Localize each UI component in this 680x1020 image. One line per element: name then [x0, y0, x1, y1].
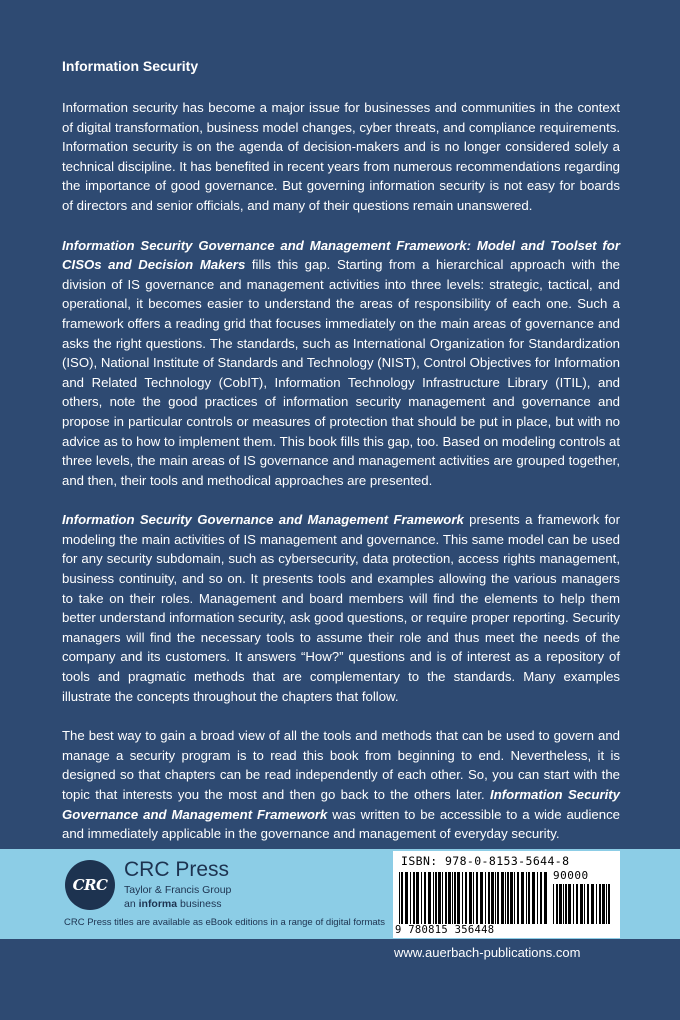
addon-barcode [553, 884, 613, 924]
barcode-bar [433, 872, 434, 924]
barcode-bar [473, 872, 474, 924]
barcode-bar [602, 884, 605, 924]
barcode-bar [476, 872, 478, 924]
addon-number: 90000 [553, 869, 589, 882]
back-cover-text [62, 56, 620, 864]
barcode-bar [599, 884, 601, 924]
barcode-bar [448, 872, 451, 924]
barcode-bar [537, 872, 538, 924]
barcode-bar [553, 884, 554, 924]
barcode-bar [608, 884, 610, 924]
book-title-emphasis: Information Security Governance and Management Framework: Model and Toolset for CISOs and Decision Makers [62, 237, 620, 273]
barcode-bar [452, 872, 453, 924]
barcode-bar [544, 872, 547, 924]
barcode-bar [591, 884, 594, 924]
book-title-emphasis: Information Security Governance and Management Framework [62, 512, 464, 528]
isbn-text: ISBN: 978-0-8153-5644-8 [401, 854, 570, 868]
barcode-bar [521, 872, 524, 924]
barcode-bar [435, 872, 437, 924]
paragraph-1-text: Information security has become a major issue for businesses and communities in the context of digital transformation, business model changes, cyber threats, and compliance requirements. Information security is on the agenda of decision-makers and is no longer considered solely a technical discipline. It has benefited in recent years from numerous recommendations regarding the importance of good governance. But governing information security is not easy for boards of directors and senior officials, and many of their questions remain unanswered. [62, 100, 620, 213]
barcode-bar [540, 872, 542, 924]
paragraph-3 [62, 510, 620, 706]
barcode-bar [454, 872, 456, 924]
paragraph-4-text-a: The best way to gain a broad view of all the tools and methods that can be used to govern and manage a security program is to read this book from beginning to end. Nevertheless, it is designed so that chapters can be read independently of each other. So, you can start with the topic that interests you the most and then go back to the others later. [62, 728, 620, 802]
barcode-bar [410, 872, 411, 924]
barcode-bar [442, 872, 443, 924]
barcode-bar [465, 872, 467, 924]
barcode-bar [497, 872, 499, 924]
crc-logo-text: CRC [72, 876, 108, 894]
barcode-bar [480, 872, 483, 924]
business-suffix: business [177, 898, 222, 910]
barcode-bar [491, 872, 494, 924]
barcode-bar [580, 884, 583, 924]
publisher-business [124, 898, 221, 911]
paragraph-2 [62, 236, 620, 491]
barcode-bar [428, 872, 431, 924]
barcode-bar [501, 872, 504, 924]
paragraph-2-text: fills this gap. Starting from a hierarchical approach with the division of IS governance and management activities into three levels: strategic, tactical, and operational, it becomes easier to understand the areas of responsibility of each one. Such a framework offers a reading grid that focuses immediately on the main areas of governance and asks the right questions. The standards, such as International Organization for Standardization (ISO), National Institute of Standards and Technology (NIST), Control Objectives for Information and Related Technology (CobIT), Information Technology Infrastructure Library (ITIL), and others, note the good practices of information security management and governance and propose in particular controls or measures of protection that should be put in place, but with no advice as to how to implement them. This book fills this gap, too. Based on modeling controls at three levels, the main areas of IS governance and management activities are grouped together, and then, their tools and methodical approaches are presented. [62, 257, 620, 488]
barcode-bar [399, 872, 400, 924]
book-title-emphasis: Information Security Governance and Management Framework [62, 787, 620, 822]
barcode-bar [413, 872, 415, 924]
barcode-bar [424, 872, 426, 924]
barcode-bar [568, 884, 571, 924]
barcode-bar [526, 872, 527, 924]
barcode-bar [421, 872, 422, 924]
publisher-name: CRC Press [124, 858, 230, 881]
barcode-bar [507, 872, 509, 924]
barcode-bar [488, 872, 490, 924]
ean-barcode [399, 872, 547, 924]
barcode-bar [416, 872, 419, 924]
barcode-bar [606, 884, 607, 924]
barcode-bar [573, 884, 574, 924]
barcode-bar [517, 872, 519, 924]
barcode-bar [528, 872, 530, 924]
barcode-bar [505, 872, 506, 924]
barcode-bar [596, 884, 597, 924]
business-brand: informa [138, 898, 178, 910]
barcode-bar [405, 872, 408, 924]
barcode-bar [576, 884, 578, 924]
crc-logo [65, 860, 115, 910]
barcode-bar [584, 884, 585, 924]
barcode-bar [495, 872, 496, 924]
paragraph-3-text: presents a framework for modeling the main activities of IS management and governance. This same model can be used for any security subdomain, such as cybersecurity, data protection, access rights management, business continuity, and so on. It presents tools and examples allowing the various managers to take on their roles. Management and board members will find the elements to help them better understand information security, ask good questions, or require proper reporting. Security managers will find the necessary tools to assume their role and thus meet the needs of the company and its customers. It answers “How?” questions and is of interest as a repository of tools and pragmatic methods that are complementary to the standards. Many examples illustrate the concepts throughout the chapters that follow. [62, 512, 621, 704]
barcode-bar [445, 872, 447, 924]
barcode-bar [469, 872, 472, 924]
barcode-bar [462, 872, 463, 924]
publisher-url: www.auerbach-publications.com [394, 945, 581, 960]
barcode-panel [393, 851, 620, 938]
barcode-bar [565, 884, 567, 924]
publisher-group: Taylor & Francis Group [124, 884, 232, 896]
barcode-bar [457, 872, 460, 924]
barcode-bar [485, 872, 486, 924]
paragraph-1 [62, 98, 620, 216]
barcode-bar [438, 872, 441, 924]
business-prefix: an [124, 898, 139, 910]
ean-number: 9 780815 356448 [395, 924, 495, 936]
barcode-bar [587, 884, 589, 924]
barcode-bar [510, 872, 513, 924]
ebook-note: CRC Press titles are available as eBook editions in a range of digital formats [64, 917, 386, 928]
paragraph-4 [62, 726, 620, 844]
barcode-bar [401, 872, 403, 924]
barcode-bar [556, 884, 558, 924]
section-heading: Information Security [62, 58, 199, 74]
barcode-bar [559, 884, 562, 924]
barcode-bar [514, 872, 515, 924]
barcode-bar [563, 884, 564, 924]
barcode-bar [532, 872, 535, 924]
paragraph-4-text-b: was written to be accessible to a wide audience and immediately applicable in the governance and management of everyday security. [62, 806, 620, 842]
